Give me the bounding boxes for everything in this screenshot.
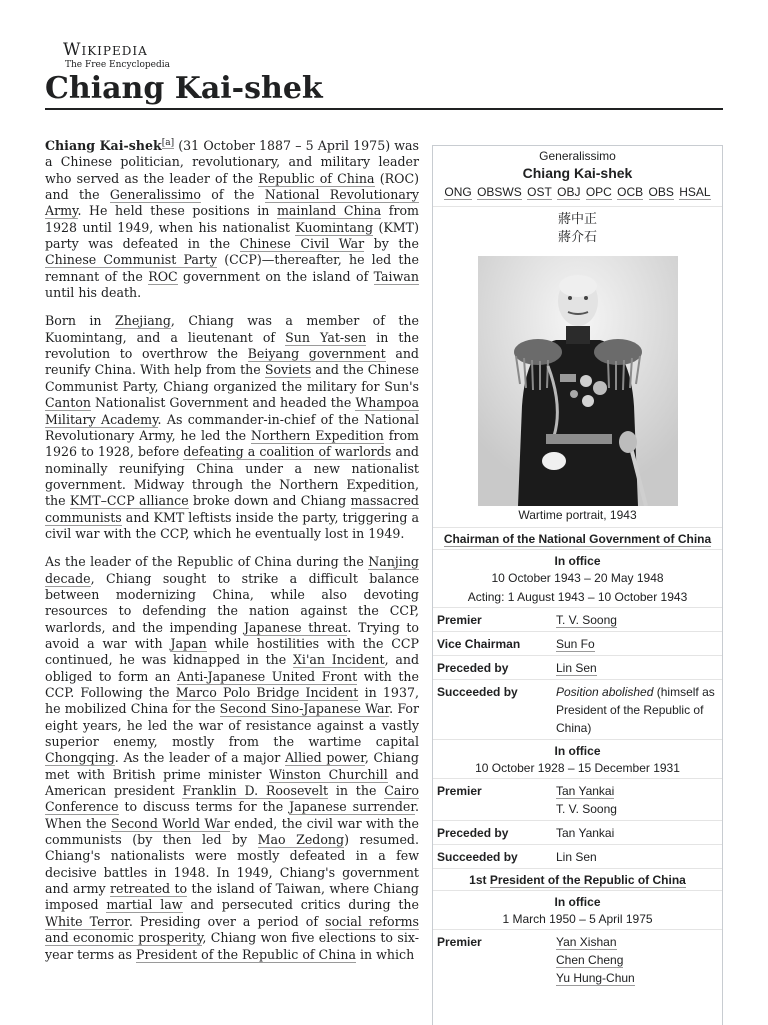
link-chinese-civil-war[interactable]: Chinese Civil War bbox=[239, 236, 365, 252]
text: and reunify China. With help from the bbox=[45, 346, 419, 378]
paragraph-2 bbox=[45, 313, 419, 542]
text: , and obliged to form an bbox=[45, 652, 420, 684]
text: in which bbox=[355, 946, 415, 962]
text: , Chiang won five elections to six-year terms as bbox=[45, 930, 419, 962]
premier-link[interactable]: Chen Cheng bbox=[556, 953, 624, 967]
text: while hostilities with the CCP continued, he was kidnapped in the bbox=[45, 635, 419, 668]
text: in the bbox=[328, 783, 385, 799]
link-retreated-to[interactable]: retreated to bbox=[110, 881, 188, 897]
honour-link[interactable]: OBSWS bbox=[477, 185, 522, 199]
in-office-label: In office bbox=[433, 549, 722, 569]
text: ) resumed. Chiang's nationalists were mostly defeated in a few decisive battles in 1948. In 1949, Chiang's government and army bbox=[45, 832, 419, 897]
row-label: Preceded by bbox=[437, 826, 509, 840]
text: until his death. bbox=[45, 285, 142, 301]
paragraph-1 bbox=[45, 138, 419, 301]
acting-dates: Acting: 1 August 1943 – 10 October 1943 bbox=[467, 590, 688, 604]
link-martial-law[interactable]: martial law bbox=[106, 897, 183, 913]
link-xian-incident[interactable]: Xi'an Incident bbox=[292, 652, 385, 668]
link-northern-expedition[interactable]: Northern Expedition bbox=[250, 427, 384, 443]
link-roc[interactable]: ROC bbox=[148, 268, 178, 284]
honour-link[interactable]: OBS bbox=[648, 185, 674, 199]
office-title-link[interactable]: President of the Republic of China bbox=[489, 873, 686, 887]
link-zhejiang[interactable]: Zhejiang bbox=[114, 313, 171, 329]
text: . For eight years, he led the war of resistance against a vastly superior enemy, mostly from the wartime capital bbox=[45, 701, 419, 750]
page-title: Chiang Kai-shek bbox=[45, 71, 323, 106]
portrait-caption: Wartime portrait, 1943 bbox=[518, 508, 637, 522]
link-allied-power[interactable]: Allied power bbox=[284, 750, 365, 766]
paragraph-3 bbox=[45, 554, 419, 963]
portrait-figure bbox=[478, 256, 678, 506]
office-prefix: 1st bbox=[469, 873, 490, 887]
link-nanjing-decade[interactable]: Nanjing decade bbox=[45, 554, 419, 586]
infobox-honours bbox=[433, 184, 722, 200]
text: from 1928 until 1949, when his nationalist bbox=[45, 203, 419, 235]
link-second-sino-japanese-war[interactable]: Second Sino-Japanese War bbox=[219, 701, 390, 717]
vice-chairman-link[interactable]: Sun Fo bbox=[556, 637, 595, 651]
link-anti-japanese-united-front[interactable]: Anti-Japanese United Front bbox=[177, 668, 358, 684]
preceded-by-link[interactable]: Lin Sen bbox=[556, 661, 597, 675]
office-title-link[interactable]: Chairman of the National Government of China bbox=[443, 532, 712, 546]
row-label: Succeeded by bbox=[437, 685, 518, 699]
office-header-chairman bbox=[433, 527, 722, 549]
link-marco-polo-bridge-incident[interactable]: Marco Polo Bridge Incident bbox=[175, 685, 359, 700]
text: in 1937, he mobilized China for the bbox=[45, 685, 419, 717]
office-dates: 1 March 1950 – 5 April 1975 bbox=[502, 912, 653, 926]
succeeded-by-italic: Position abolished bbox=[556, 685, 654, 699]
link-generalissimo[interactable]: Generalissimo bbox=[109, 187, 201, 203]
link-defeating-coalition-of-warlords[interactable]: defeating a coalition of warlords bbox=[183, 444, 392, 460]
link-whampoa-military-academy[interactable]: Whampoa Military Academy bbox=[45, 395, 419, 427]
honour-link[interactable]: OST bbox=[527, 185, 552, 199]
text: . As the leader of a major bbox=[114, 750, 285, 766]
office-header-president bbox=[433, 868, 722, 890]
text: by the bbox=[364, 236, 419, 252]
link-mainland-china[interactable]: mainland China bbox=[276, 203, 382, 219]
row-label: Vice Chairman bbox=[437, 637, 521, 651]
infobox-row-vice-chairman bbox=[433, 631, 722, 655]
link-social-reforms[interactable]: social reforms and economic prosperity bbox=[45, 913, 419, 946]
premier-link[interactable]: T. V. Soong bbox=[556, 613, 617, 627]
in-office-label: In office bbox=[433, 890, 722, 910]
row-label: Premier bbox=[437, 935, 482, 949]
text: Born in bbox=[45, 313, 115, 329]
row-label: Succeeded by bbox=[437, 850, 518, 864]
infobox bbox=[432, 145, 723, 1025]
infobox-row-preceded-by bbox=[433, 820, 722, 844]
text: , Chiang sought to strike a difficult balance between modernizing China, while also devoting resources to defending the nation against the CCP, warlords, and the impending bbox=[45, 570, 419, 635]
logo-wordmark: Wikipedia bbox=[63, 40, 148, 60]
infobox-subtitle: Generalissimo bbox=[539, 149, 616, 163]
chinese-name bbox=[433, 206, 722, 247]
text: As the leader of the Republic of China during the bbox=[45, 554, 369, 570]
link-sun-yat-sen[interactable]: Sun Yat-sen bbox=[285, 329, 367, 345]
link-second-world-war[interactable]: Second World War bbox=[111, 815, 230, 831]
premier-link[interactable]: Tan Yankai bbox=[556, 784, 615, 798]
link-white-terror[interactable]: White Terror bbox=[45, 913, 129, 929]
link-president-of-roc[interactable]: President of the Republic of China bbox=[136, 946, 356, 962]
honour-link[interactable]: OBJ bbox=[557, 185, 581, 199]
infobox-row-premier bbox=[433, 929, 722, 989]
link-winston-churchill[interactable]: Winston Churchill bbox=[268, 766, 388, 782]
text: and the Chinese Communist Party, Chiang organized the military for Sun's bbox=[45, 362, 419, 394]
text: (KMT) party was defeated in the bbox=[45, 219, 419, 252]
premier-text: T. V. Soong bbox=[556, 802, 617, 816]
succeeded-by-text: Lin Sen bbox=[556, 850, 597, 864]
infobox-row-preceded-by bbox=[433, 655, 722, 679]
office-dates: 10 October 1928 – 15 December 1931 bbox=[475, 761, 680, 775]
text: with the CCP. Following the bbox=[45, 668, 419, 700]
text: Nationalist Government and headed the bbox=[91, 395, 356, 411]
infobox-row-succeeded-by bbox=[433, 679, 722, 739]
link-chongqing[interactable]: Chongqing bbox=[45, 750, 115, 766]
text: (CCP)—thereafter, he led the remnant of the bbox=[45, 252, 419, 284]
infobox-name: Chiang Kai-shek bbox=[522, 165, 633, 181]
infobox-row-premier bbox=[433, 778, 722, 820]
chinese-name-2: 蔣介石 bbox=[557, 230, 597, 245]
link-kuomintang[interactable]: Kuomintang bbox=[295, 219, 374, 235]
link-massacred-communists[interactable]: massacred communists bbox=[45, 493, 419, 525]
row-label: Premier bbox=[437, 784, 482, 798]
text: and persecuted critics during the bbox=[182, 897, 419, 913]
link-cairo-conference[interactable]: Cairo Conference bbox=[45, 783, 419, 815]
link-chinese-communist-party[interactable]: Chinese Communist Party bbox=[45, 252, 218, 268]
text: , Chiang was a member of the Kuomintang, and a lieutenant of bbox=[45, 313, 419, 345]
honour-link[interactable]: OPC bbox=[585, 185, 612, 199]
text: (ROC) and the bbox=[45, 170, 419, 203]
text: . When the bbox=[45, 799, 419, 831]
honour-link[interactable]: HSAL bbox=[679, 185, 711, 199]
honour-link[interactable]: ONG bbox=[444, 185, 472, 199]
row-label: Premier bbox=[437, 613, 482, 627]
infobox-row-succeeded-by bbox=[433, 844, 722, 868]
link-taiwan[interactable]: Taiwan bbox=[373, 268, 419, 284]
text: of the bbox=[201, 187, 265, 203]
text: government on the island of bbox=[177, 268, 374, 284]
title-divider bbox=[45, 108, 723, 110]
text: . Trying to avoid a war with bbox=[45, 619, 419, 651]
text: and nominally reunifying China under a new nationalist government. Midway through the Northern Expedition, the bbox=[45, 444, 419, 509]
link-kmt-ccp-alliance[interactable]: KMT–CCP alliance bbox=[69, 493, 189, 509]
link-japanese-surrender[interactable]: Japanese surrender bbox=[289, 799, 415, 815]
text: . As commander-in-chief of the National Revolutionary Army, he led the bbox=[45, 411, 419, 443]
wikipedia-logo[interactable] bbox=[63, 40, 170, 71]
preceded-by-text: Tan Yankai bbox=[556, 826, 615, 840]
link-republic-of-china[interactable]: Republic of China bbox=[258, 170, 375, 186]
text: broke down and Chiang bbox=[188, 493, 351, 509]
link-franklin-d-roosevelt[interactable]: Franklin D. Roosevelt bbox=[182, 783, 329, 799]
text: and KMT leftists inside the party, triggering a civil war with the CCP, which he eventually lost in 1949. bbox=[45, 509, 419, 541]
link-beiyang-government[interactable]: Beiyang government bbox=[247, 346, 386, 362]
text: , Chiang met with British prime minister bbox=[45, 750, 419, 782]
link-national-revolutionary-army[interactable]: National Revolutionary Army bbox=[45, 187, 419, 219]
text: . He held these positions in bbox=[77, 203, 277, 219]
chinese-name-1: 蔣中正 bbox=[557, 212, 597, 227]
text: ended, the civil war with the communists (by then led by bbox=[45, 815, 419, 848]
footnote-link[interactable]: [a] bbox=[161, 137, 175, 148]
text: . Presiding over a period of bbox=[128, 913, 326, 929]
link-canton[interactable]: Canton bbox=[45, 395, 92, 411]
link-japanese-threat[interactable]: Japanese threat bbox=[244, 619, 348, 635]
text: from 1926 to 1928, before bbox=[45, 427, 419, 460]
honour-link[interactable]: OCB bbox=[617, 185, 644, 199]
subject-name: Chiang Kai-shek bbox=[45, 138, 162, 153]
office-dates: 10 October 1943 – 20 May 1948 bbox=[491, 571, 664, 585]
text: and American president bbox=[45, 766, 419, 799]
text: the island of Taiwan, where Chiang imposed bbox=[45, 881, 419, 913]
link-soviets[interactable]: Soviets bbox=[264, 362, 312, 378]
row-label: Preceded by bbox=[437, 661, 509, 675]
link-japan[interactable]: Japan bbox=[170, 635, 207, 651]
text: to discuss terms for the bbox=[118, 799, 290, 815]
text: in the revolution to overthrow the bbox=[45, 329, 419, 362]
text: (31 October 1887 – 5 April 1975) was a Chinese politician, revolutionary, and military leader who served as the leader of the bbox=[45, 138, 420, 186]
premier-link[interactable]: Yan Xishan bbox=[556, 935, 617, 949]
infobox-row-premier bbox=[433, 607, 722, 631]
succeeded-by-text: (himself as President of the Republic of China) bbox=[556, 685, 715, 735]
premier-link[interactable]: Yu Hung-Chun bbox=[556, 971, 635, 985]
in-office-label: In office bbox=[433, 739, 722, 759]
article-body bbox=[45, 138, 419, 975]
logo-tagline: The Free Encyclopedia bbox=[65, 60, 170, 70]
portrait-image[interactable] bbox=[478, 256, 678, 506]
link-mao-zedong[interactable]: Mao Zedong bbox=[257, 832, 345, 848]
